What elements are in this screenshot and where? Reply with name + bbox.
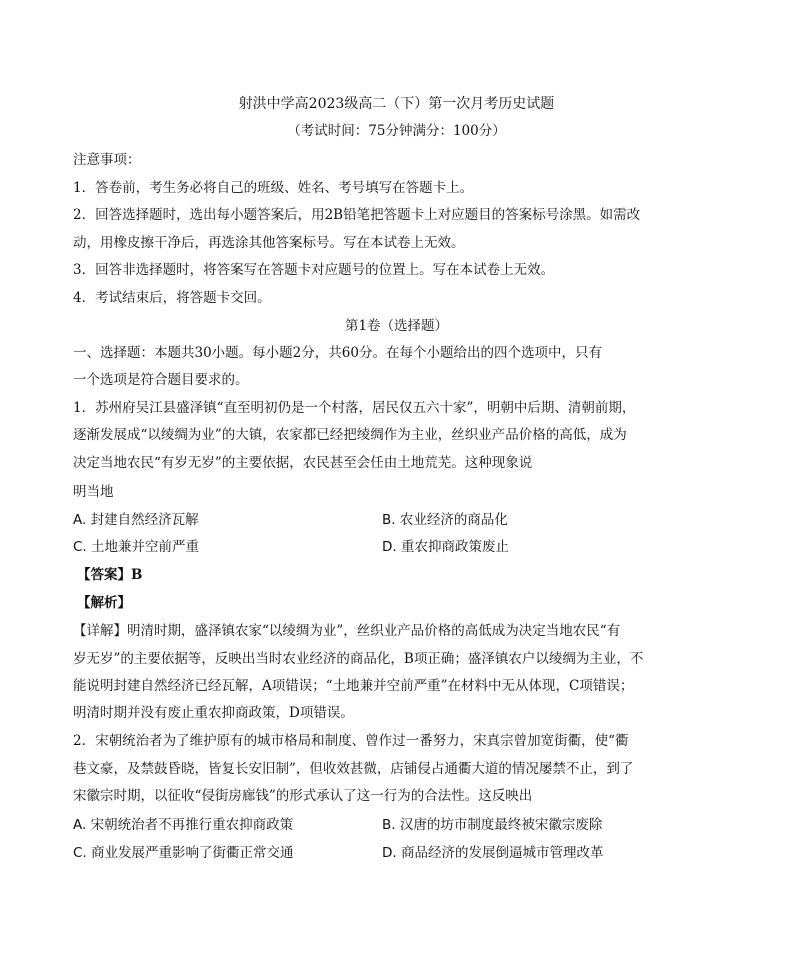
q1-detail: 能说明封建自然经济已经瓦解，A项错误；“土地兼并空前严重”在材料中无从体现，C项错误；	[73, 678, 634, 694]
q1-detail: 【详解】明清时期，盛泽镇农家“以绫绸为业”，丝织业产品价格的高低成为决定当地农民“有	[73, 623, 621, 639]
q2-option-b: B. 汉唐的坊市制度最终被宋徽宗废除	[382, 817, 603, 833]
section-title: 第1卷（选择题）	[344, 318, 449, 334]
q1-stem: 1．苏州府吴江县盛泽镇“直至明初仍是一个村落，居民仅五六十家”，明朝中后期、清朝前期，	[73, 400, 636, 416]
notice-item: 动，用橡皮擦干净后，再选涂其他答案标号。写在本试卷上无效。	[73, 235, 465, 251]
q1-option-a: A. 封建自然经济瓦解	[73, 512, 199, 528]
q1-detail: 明清时期并没有废止重农抑商政策，D项错误。	[73, 705, 354, 721]
notice-item: 1．答卷前，考生务必将自己的班级、姓名、考号填写在答题卡上。	[73, 180, 474, 196]
notice-item: 4．考试结束后，将答题卡交回。	[73, 290, 271, 306]
q2-stem: 宋徽宗时期，以征收“侵街房廊钱”的形式承认了这一行为的合法性。这反映出	[73, 788, 533, 804]
q1-stem: 明当地	[73, 484, 114, 500]
q1-stem: 决定当地农民“有岁无岁”的主要依据，农民甚至会任由土地荒芜。这种现象说	[73, 455, 533, 471]
exam-subtitle: （考试时间：75分钟满分：100分）	[287, 123, 506, 139]
q1-detail: 岁无岁”的主要依据等，反映出当时农业经济的商品化，B项正确；盛泽镇农户以绫绸为主业，不	[73, 651, 644, 667]
notice-heading: 注意事项：	[73, 152, 141, 168]
section-intro: 一、选择题：本题共30小题。每小题2分，共60分。在每个小题给出的四个选项中，只有	[73, 345, 602, 361]
q1-option-d: D. 重农抑商政策废止	[382, 539, 509, 555]
q1-answer: 【答案】B	[77, 567, 143, 583]
q1-option-b: B. 农业经济的商品化	[382, 512, 508, 528]
exam-title: 射洪中学高2023级高二（下）第一次月考历史试题	[238, 96, 555, 112]
q2-option-a: A. 宋朝统治者不再推行重农抑商政策	[73, 817, 294, 833]
section-intro: 一个选项是符合题目要求的。	[73, 372, 249, 388]
q2-option-c: C. 商业发展严重影响了街衢正常交通	[73, 845, 294, 861]
notice-item: 3．回答非选择题时，将答案写在答题卡对应题号的位置上。写在本试卷上无效。	[73, 262, 555, 278]
q1-analysis-label: 【解析】	[77, 595, 131, 611]
q2-stem: 巷文豪，及禁鼓昏晓，皆复长安旧制”，但收效甚微，店铺侵占通衢大道的情况屡禁不止，到了	[73, 761, 634, 777]
notice-item: 2．回答选择题时，选出每小题答案后，用2B铅笔把答题卡上对应题目的答案标号涂黑。如需改	[73, 207, 641, 223]
q1-option-c: C. 土地兼并空前严重	[73, 539, 200, 555]
q2-stem: 2．宋朝统治者为了维护原有的城市格局和制度、曾作过一番努力，宋真宗曾加宽街衢，使“衢	[73, 733, 629, 749]
q1-stem: 逐渐发展成“以绫绸为业”的大镇，农家都已经把绫绸作为主业，丝织业产品价格的高低，成为	[73, 427, 627, 443]
q2-option-d: D. 商品经济的发展倒逼城市管理改革	[382, 845, 604, 861]
